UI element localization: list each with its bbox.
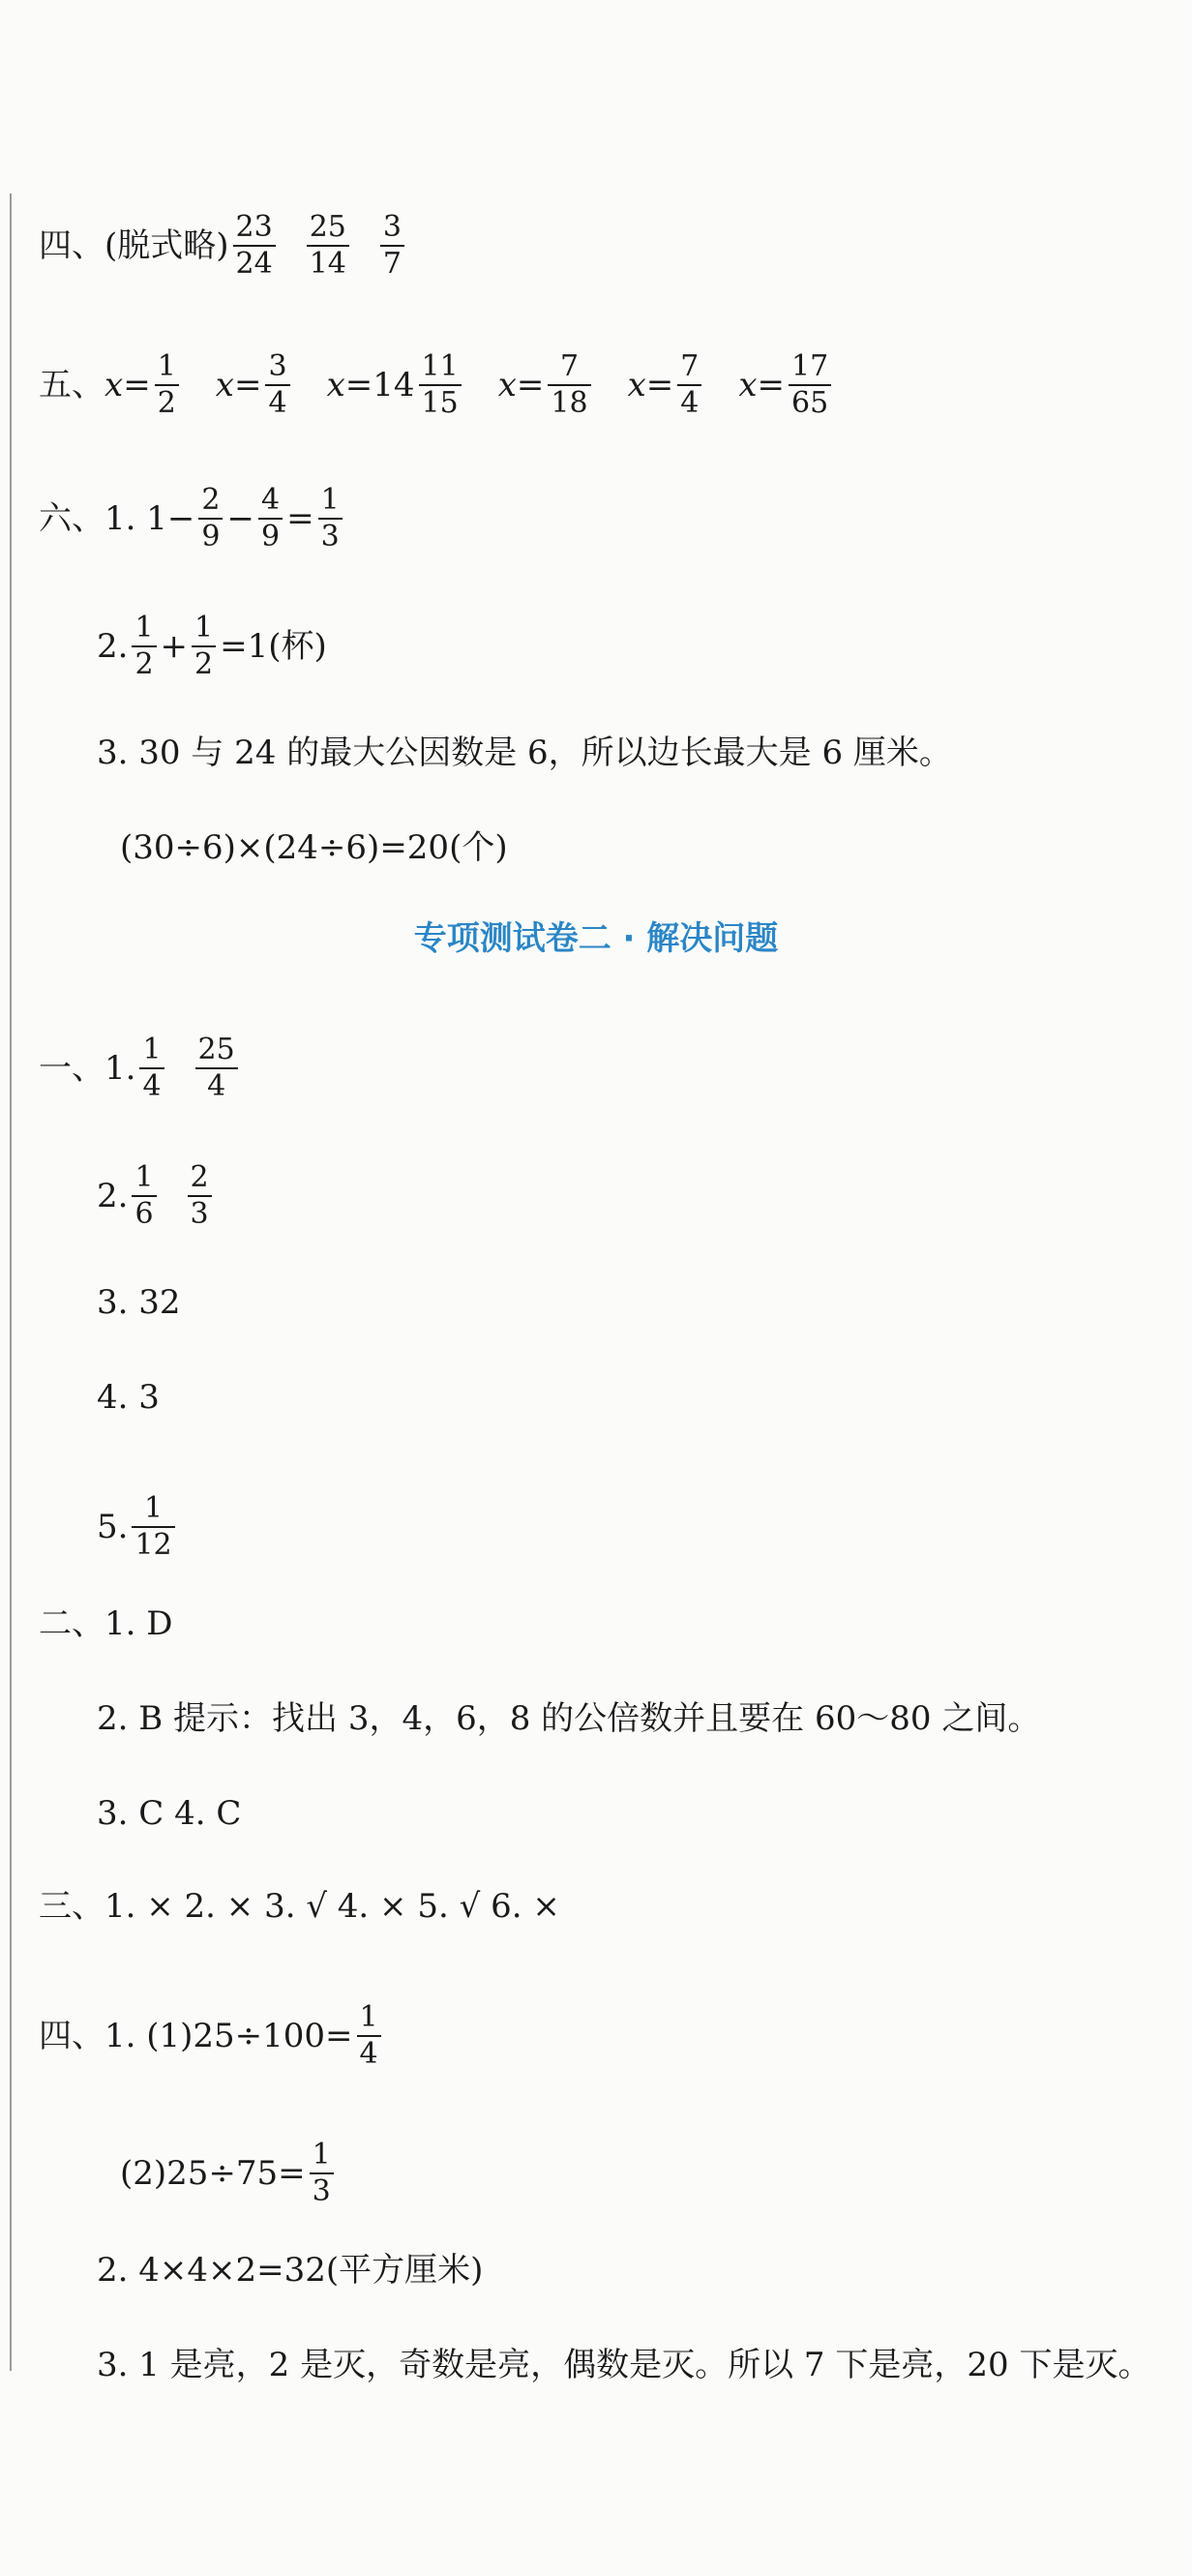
fraction: $\frac{23}{24}$ — [233, 211, 276, 281]
section-5-line: 五、 x = $\frac{1}{2}$ x = $\frac{3}{4}$ x = 14 $\frac{11}{15}$ x = $\frac{7}{18}$ x = $\frac{7}{4}$ x = $\frac{17}{65}$ — [39, 350, 835, 420]
section-5-label: 五、 — [39, 366, 104, 404]
fraction: $\frac{4}{9}$ — [258, 484, 283, 554]
fraction: $\frac{2}{9}$ — [198, 484, 223, 554]
part-2-q3: 3. C 4. C — [97, 1794, 242, 1833]
mixed-whole: 14 — [372, 366, 415, 404]
part-1-q1 — [39, 1033, 242, 1103]
variable: x — [627, 366, 646, 404]
section-6-q1-label: 六、1. 1− — [39, 499, 195, 538]
variable: x — [215, 366, 234, 404]
fraction: $\frac{1}{3}$ — [310, 2139, 334, 2208]
section-4-label: 四、(脱式略) — [39, 226, 229, 265]
part-4-q1b-label: (2)25÷75= — [120, 2154, 306, 2193]
part-4-q1b — [120, 2139, 338, 2208]
fraction: $\frac{3}{4}$ — [265, 350, 289, 420]
part-1-q2-label: 2. — [97, 1177, 129, 1215]
fraction: $\frac{1}{2}$ — [132, 612, 156, 681]
part-4-q1-label: 四、1. (1)25÷100= — [39, 2017, 353, 2055]
part-1-q5 — [97, 1492, 179, 1562]
section-4-line — [39, 211, 408, 281]
part-1-q2 — [97, 1161, 216, 1231]
fraction: $\frac{25}{4}$ — [195, 1033, 238, 1103]
part-1-q4: 4. 3 — [97, 1378, 160, 1417]
part-1-q3: 3. 32 — [97, 1283, 181, 1322]
fraction: $\frac{25}{14}$ — [307, 211, 349, 281]
section-6-q2: 2. $\frac{1}{2}$ + $\frac{1}{2}$ =1(杯) — [97, 611, 327, 681]
binding-margin-line — [10, 194, 12, 2371]
section-6-q2-label: 2. — [97, 627, 129, 666]
part-1-q1-label: 一、1. — [39, 1049, 136, 1088]
part-2-q2: 2. B 提示：找出 3，4，6，8 的公倍数并且要在 60～80 之间。 — [97, 1699, 1041, 1738]
fraction: $\frac{1}{12}$ — [132, 1492, 174, 1562]
fraction: $\frac{1}{4}$ — [139, 1033, 164, 1103]
section-6-q3: 3. 30 与 24 的最大公因数是 6，所以边长最大是 6 厘米。 — [97, 734, 952, 772]
part-4-q1 — [39, 2001, 385, 2071]
fraction: $\frac{7}{18}$ — [548, 350, 590, 420]
section-heading: 专项测试卷二 · 解决问题 — [413, 919, 779, 958]
section-6-q3-calc: (30÷6)×(24÷6)=20(个) — [120, 828, 508, 867]
fraction: $\frac{17}{65}$ — [789, 350, 831, 420]
fraction: $\frac{1}{2}$ — [155, 350, 179, 420]
fraction: $\frac{7}{4}$ — [677, 350, 701, 420]
variable: x — [104, 366, 124, 404]
part-1-q5-label: 5. — [97, 1508, 129, 1546]
fraction: $\frac{3}{7}$ — [380, 211, 404, 281]
part-2-q1: 二、1. D — [39, 1604, 173, 1643]
fraction: $\frac{1}{2}$ — [192, 612, 216, 681]
variable: x — [326, 366, 345, 404]
fraction: $\frac{1}{4}$ — [357, 2001, 381, 2071]
fraction: $\frac{2}{3}$ — [188, 1161, 212, 1231]
fraction: $\frac{1}{6}$ — [132, 1161, 156, 1231]
section-6-q1: 六、1. 1− $\frac{2}{9}$ − $\frac{4}{9}$ = $\frac{1}{3}$ — [39, 484, 346, 554]
variable: x — [738, 366, 758, 404]
variable: x — [497, 366, 517, 404]
part-4-q2: 2. 4×4×2=32(平方厘米) — [97, 2251, 484, 2290]
fraction: $\frac{11}{15}$ — [419, 350, 462, 420]
part-4-q3: 3. 1 是亮，2 是灭，奇数是亮，偶数是灭。所以 7 下是亮，20 下是灭。 — [97, 2346, 1151, 2384]
part-3-line: 三、1. × 2. × 3. √ 4. × 5. √ 6. × — [39, 1887, 560, 1926]
fraction: $\frac{1}{3}$ — [318, 484, 343, 554]
